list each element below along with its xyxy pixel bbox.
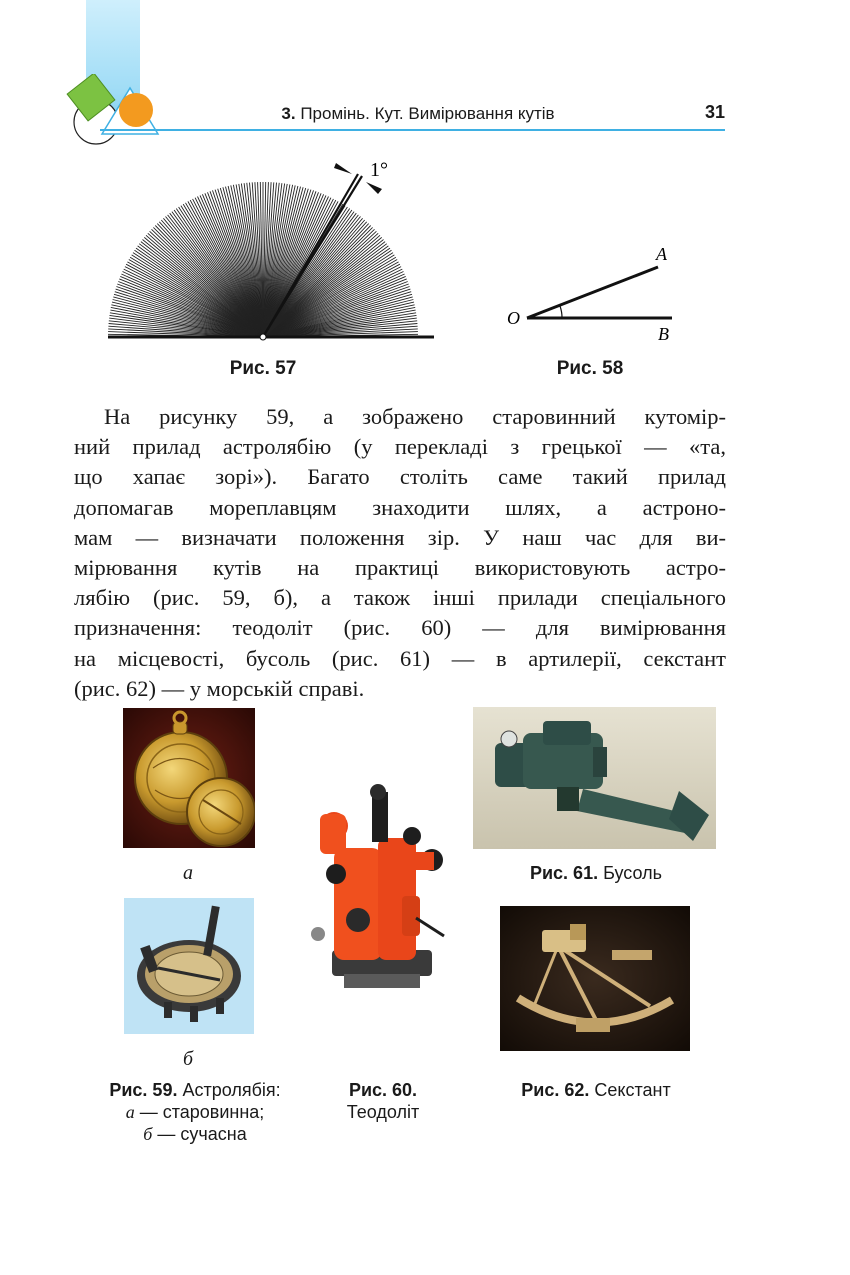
figure-59-caption-number: Рис. 59. [109,1080,178,1100]
body-paragraph [74,402,726,704]
figure-59-caption-letter-a: а [125,1102,135,1122]
ray-oa [527,267,658,318]
paragraph-line: На рисунку 59, а зображено старовинний кутомір- [104,404,726,429]
sextant-photo [500,906,690,1051]
paragraph-line: призначення: теодоліт (рис. 60) — для вимірювання [74,615,726,641]
figure-61-caption [496,862,696,884]
figure-62-caption-title: Секстант [594,1080,671,1100]
paragraph-line: на місцевості, бусоль (рис. 61) — в артилерії, секстант [74,645,726,671]
angle-arrow-left [334,163,352,174]
paragraph-line: мам — визначати положення зір. У наш час для ви- [74,524,726,550]
figure-62-caption-number: Рис. 62. [521,1080,590,1100]
figure-59-caption-line3: — сучасна [152,1124,247,1144]
figure-59-caption-title: Астролябія: [182,1080,281,1100]
figure-57-caption: Рис. 57 [229,358,297,379]
figure-60-caption [308,1079,458,1123]
origin-point [260,334,266,340]
figure-57-rays-diagram [100,150,440,350]
figure-59-caption-letter-b: б [143,1124,153,1144]
figure-58-angle-diagram [500,240,690,348]
paragraph-line: допомагав мореплавцям знаходити шлях, а астроно- [74,494,726,520]
antique-astrolabe-photo [123,708,255,848]
paragraph-line: мірювання кутів на практиці використовують астро- [74,555,726,581]
figure-59a-label: а [183,862,193,884]
section-header [248,104,588,124]
figure-62-caption [496,1079,696,1101]
header-logo-shapes [66,74,162,146]
paragraph-line: лябію (рис. 59, б), а також інші прилади спеціального [74,585,726,611]
section-number: 3. [281,104,296,123]
figure-59-caption [80,1079,310,1145]
label-a: A [656,244,667,264]
label-o: O [507,308,520,328]
paragraph-line: що хапає зорі»). Багато століть саме такий прилад [74,464,726,490]
angle-arrow-right [366,182,382,194]
modern-astrolabe-photo [124,898,254,1034]
busol-photo [473,707,716,849]
paragraph-line: ний прилад астролябію (у перекладі з грецької — «та, [74,434,726,460]
angle-label: 1° [370,159,388,181]
figure-58-caption: Рис. 58 [556,358,624,379]
figure-60-caption-number: Рис. 60. [348,1080,418,1100]
label-b: B [658,324,669,344]
figure-60-caption-title: Теодоліт [346,1102,420,1122]
page-number: 31 [704,102,725,122]
figure-59-caption-line2: — старовинна; [134,1102,265,1122]
angle-arc [560,306,562,318]
paragraph-line: (рис. 62) — у морській справі. [74,675,365,701]
figure-59b-label: б [182,1048,194,1070]
header-rule [100,129,725,131]
figure-61-caption-title: Бусоль [603,863,663,883]
figure-61-caption-number: Рис. 61. [529,863,599,883]
theodolite-photo [304,778,462,1002]
section-title: Промінь. Кут. Вимірювання кутів [300,104,555,123]
